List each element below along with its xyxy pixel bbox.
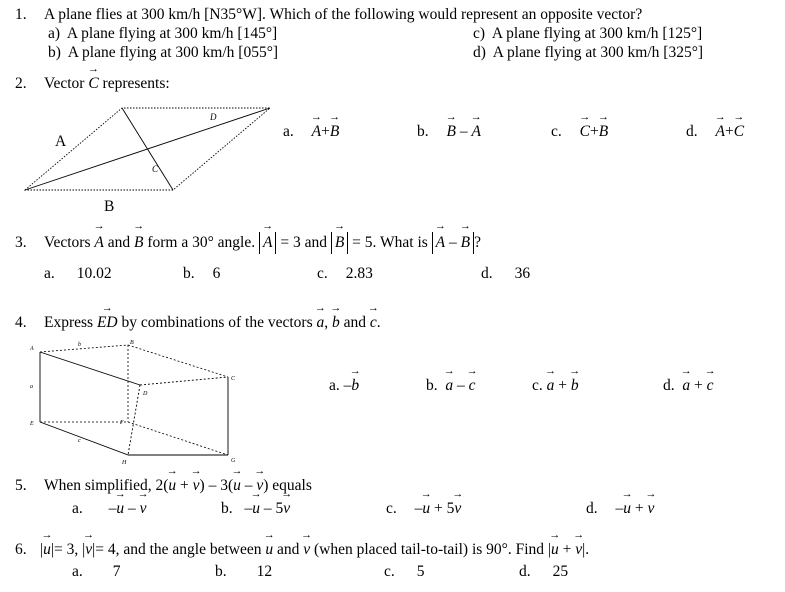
q1-text: A plane flies at 300 km/h [N35°W]. Which of the following would represent an opposite vector? <box>44 6 643 23</box>
q6-number: 6. <box>15 541 27 558</box>
svg-text:C: C <box>152 164 159 174</box>
box-label-a-vertex: A <box>30 346 34 352</box>
q2-number: 2. <box>15 75 27 92</box>
q4-option-c: c. → a + → b <box>532 377 579 395</box>
q3-option-d: d. 36 <box>481 265 531 282</box>
svg-text:E: E <box>30 421 34 427</box>
q1-option-d: d) A plane flying at 300 km/h [325°] <box>473 44 704 61</box>
svg-text:G: G <box>231 458 236 464</box>
svg-text:b: b <box>78 342 81 348</box>
q4-option-a: a. –→ b <box>329 377 359 395</box>
q2-label-b: B <box>104 198 115 215</box>
q3-number: 3. <box>15 234 27 251</box>
q3-option-b: b. 6 <box>183 265 221 282</box>
svg-text:a: a <box>30 384 33 390</box>
q3-option-a: a. 10.02 <box>44 265 112 282</box>
svg-text:H: H <box>122 460 127 465</box>
q4-box-figure <box>28 340 243 465</box>
q5-option-b: b. –→ u – 5→ v <box>221 500 290 518</box>
q5-option-d: d. –→ u + → v <box>586 500 654 518</box>
svg-text:B: B <box>130 340 134 346</box>
q1-option-c: c) A plane flying at 300 km/h [125°] <box>473 25 703 42</box>
q1-number: 1. <box>15 6 27 23</box>
q6-option-c: c. 5 <box>384 563 425 580</box>
q5-option-c: c. –→ u + 5→ v <box>386 500 461 518</box>
q2-option-c: c. → C+→ B <box>551 123 608 141</box>
q2-option-a: a. → A+→ B <box>283 123 339 141</box>
svg-text:D: D <box>143 391 148 397</box>
q2-label-a: A <box>55 133 67 150</box>
q2-text: Vector → C represents: <box>44 75 170 93</box>
q6-option-d: d. 25 <box>519 563 569 580</box>
q2-option-b: b. → B – → A <box>417 123 481 141</box>
q4-option-d: d. → a + → c <box>663 377 714 395</box>
q3-text: Vectors → A and → B form a 30° angle. → A = 3 and → B = 5. What is → A – → B ? <box>44 232 481 254</box>
q6-option-a: a. 7 <box>72 563 121 580</box>
q4-option-b: b. → a – → c <box>426 377 476 395</box>
q3-option-c: c. 2.83 <box>317 265 373 282</box>
q4-text: Express → ED by combinations of the vectors → a, → b and → c. <box>44 314 381 332</box>
svg-text:c: c <box>78 438 81 444</box>
q1-option-b: b) A plane flying at 300 km/h [055°] <box>48 44 279 61</box>
q5-number: 5. <box>15 477 27 494</box>
q2-option-d: d. → A+→ C <box>686 123 744 141</box>
svg-text:C: C <box>231 376 236 382</box>
q5-option-a: a. –→ u – → v <box>72 500 147 518</box>
svg-text:D: D <box>210 112 217 122</box>
q6-text: |→ u|= 3, |→ v|= 4, and the angle between → u and → v (when placed tail-to-tail) is 90°. Find |→ u + → v|. <box>40 541 589 559</box>
q5-text: When simplified, 2(→ u + → v) – 3(→ u – → v) equals <box>44 477 312 495</box>
svg-text:F: F <box>120 420 124 426</box>
q1-option-a: a) A plane flying at 300 km/h [145°] <box>48 25 278 42</box>
q6-option-b: b. 12 <box>215 563 273 580</box>
q4-number: 4. <box>15 314 27 331</box>
